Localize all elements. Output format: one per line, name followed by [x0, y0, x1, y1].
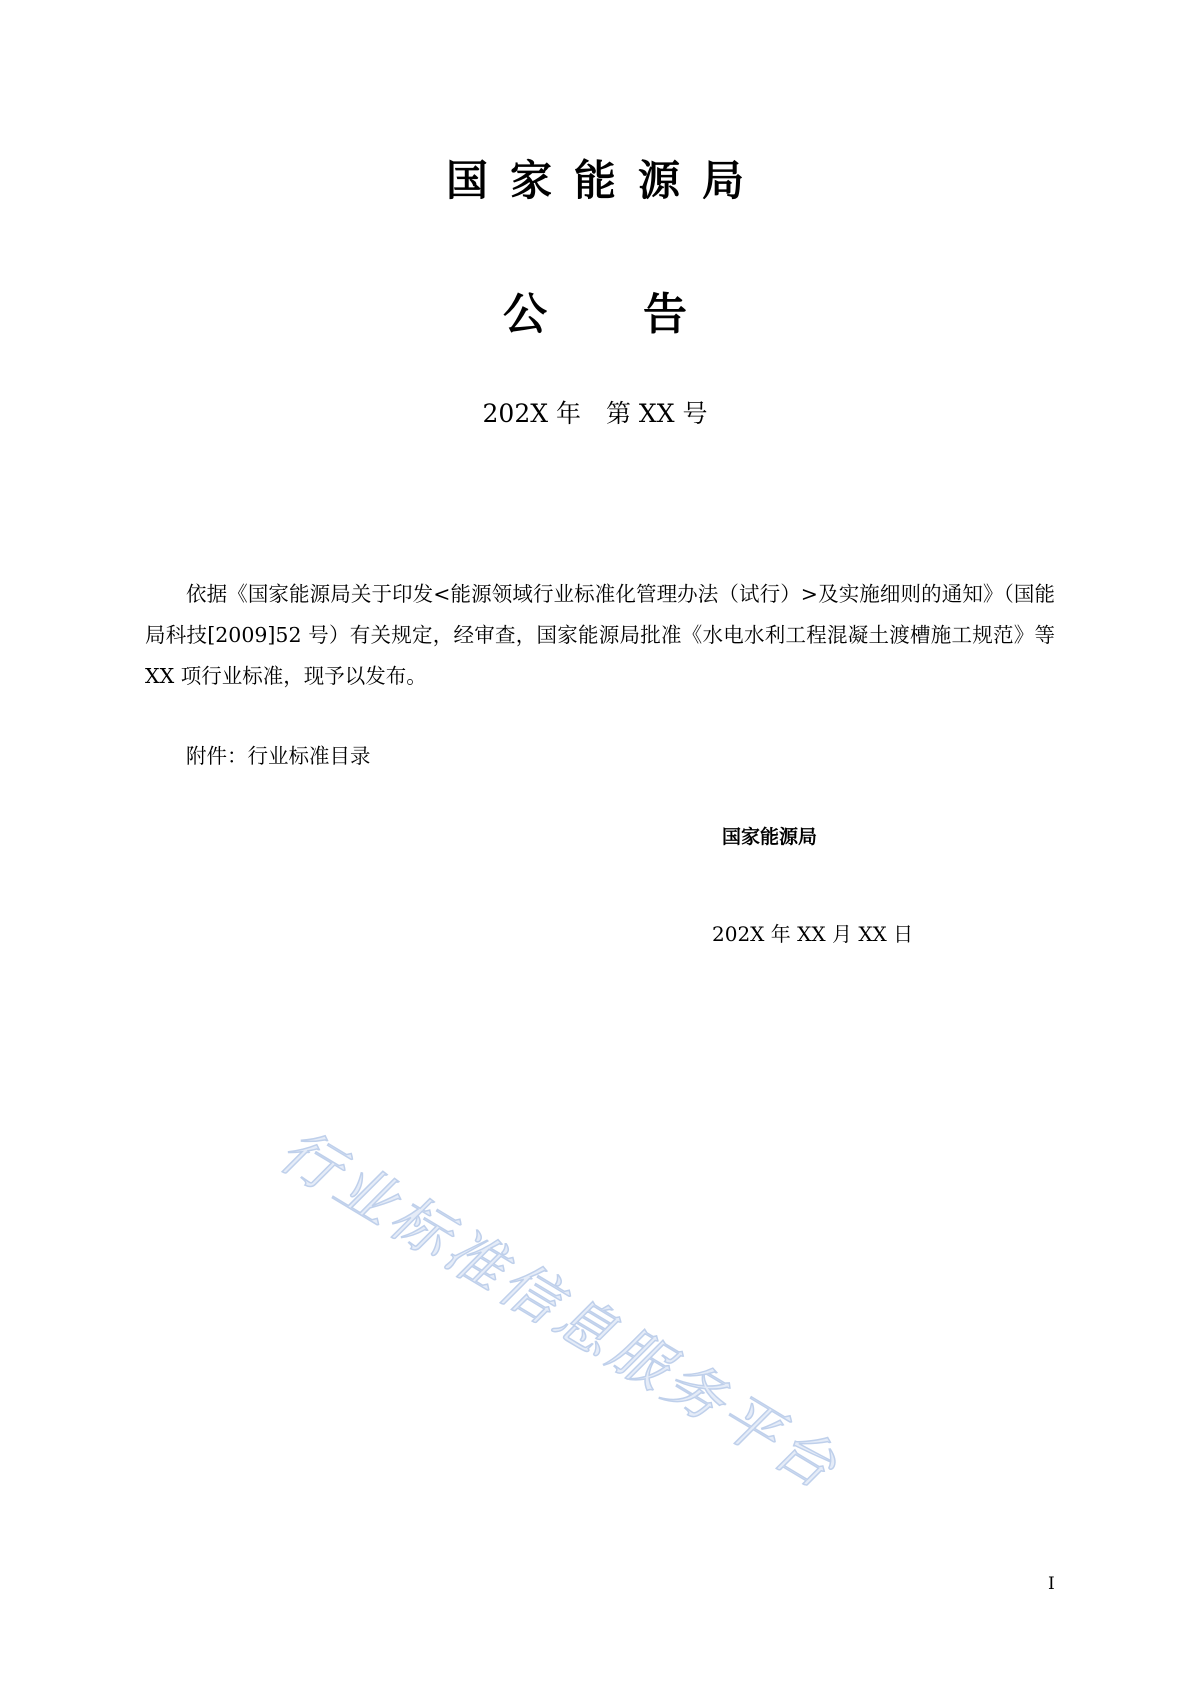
signatory-name: 国家能源局 — [722, 826, 818, 848]
attachment-line: 附件：行业标准目录 — [186, 744, 371, 768]
watermark: 行业标准信息服务平台 — [268, 1116, 852, 1505]
page-number: I — [1048, 1574, 1055, 1594]
announcement-body: 依据《国家能源局关于印发<能源领域行业标准化管理办法（试行）>及实施细则的通知》（国能局科技[2009]52 号）有关规定，经审查，国家能源局批准《水电水利工程混凝土渡槽施工规范》等 XX 项行业标准，现予以发布。 — [145, 582, 1055, 688]
document-type-heading: 公告 — [503, 289, 783, 340]
signature-date: 202X 年 XX 月 XX 日 — [712, 922, 914, 946]
document-number: 202X 年 第 XX 号 — [482, 399, 708, 428]
issuer-title: 国家能源局 — [445, 156, 766, 205]
